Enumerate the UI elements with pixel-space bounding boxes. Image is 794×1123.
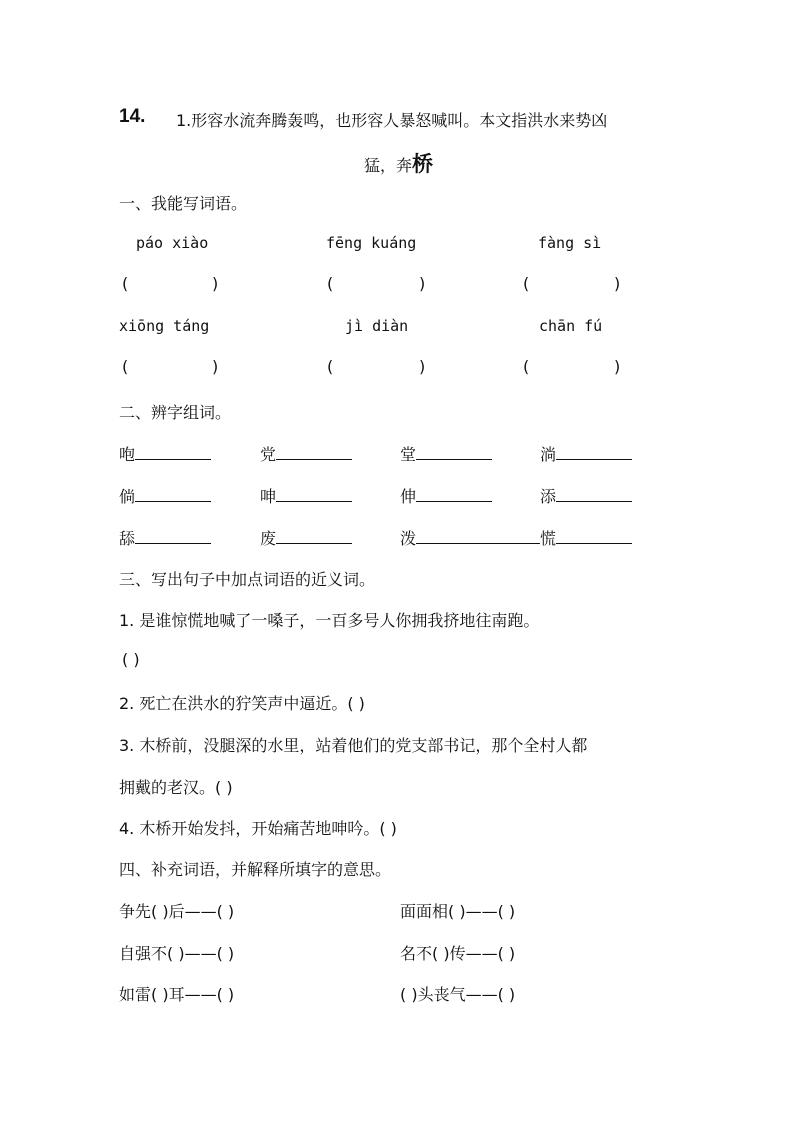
char-blank [540,442,632,465]
definition-line-2 [364,148,433,178]
char: 泼 [400,529,417,548]
char: 咆 [119,445,136,464]
definition-line-2-text: 猛，奔 [364,156,413,175]
question-3-line-1: 3. 木桥前，没腿深的水里，站着他们的党支部书记，那个全村人都 [119,736,588,755]
char: 呻 [260,487,277,506]
idiom-item: 面面相( )——( ) [400,902,516,921]
char-blank [119,484,211,507]
pinyin-3: fàng sì [538,234,602,252]
char: 淌 [540,445,557,464]
char: 废 [260,529,277,548]
pinyin-2: fēng kuáng [326,234,417,252]
answer-blank-open: ( [523,274,530,293]
char-blank [400,484,492,507]
answer-blank-close: ) [212,274,219,293]
answer-blank-open: ( [122,274,129,293]
answer-blank-close: ) [614,357,621,376]
question-number: 14. [119,106,146,127]
char: 堂 [400,445,417,464]
answer-blank-open: ( [523,357,530,376]
char-blank [260,526,352,549]
write-line[interactable] [556,528,632,544]
write-line[interactable] [556,486,632,502]
pinyin-4: xiōng táng [119,317,210,335]
section-2-heading: 二、辨字组词。 [119,403,232,422]
answer-blank-close: ) [419,357,426,376]
char: 倘 [119,487,136,506]
char: 舔 [119,529,136,548]
char-blank [540,484,632,507]
char: 党 [260,445,277,464]
lesson-title: 桥 [412,152,434,176]
pinyin-6: chān fú [539,317,603,335]
answer-blank-open: ( [327,274,334,293]
answer-blank-close: ) [212,357,219,376]
answer-blank-open: ( [122,357,129,376]
write-line[interactable] [416,444,492,460]
pinyin-5: jì diàn [345,317,409,335]
question-3-line-2: 拥戴的老汉。( ) [119,778,233,797]
write-line[interactable] [135,486,211,502]
write-line[interactable] [276,528,352,544]
char: 慌 [540,529,557,548]
char-blank [260,484,352,507]
section-1-heading: 一、我能写词语。 [119,194,248,213]
char: 伸 [400,487,417,506]
char-blank [119,442,211,465]
answer-blank-close: ) [419,274,426,293]
idiom-item: 自强不( )——( ) [119,944,235,963]
section-3-heading: 三、写出句子中加点词语的近义词。 [119,570,376,589]
char: 添 [540,487,557,506]
write-line[interactable] [135,444,211,460]
char-blank [260,442,352,465]
idiom-item: 争先( )后——( ) [119,902,235,921]
char-blank [400,442,492,465]
char-blank [540,526,632,549]
definition-line-1: 1.形容水流奔腾轰鸣，也形容人暴怒喊叫。本文指洪水来势凶 [176,111,608,130]
idiom-item: ( )头丧气——( ) [400,985,516,1004]
write-line[interactable] [276,444,352,460]
write-line[interactable] [135,528,211,544]
write-line[interactable] [556,444,632,460]
write-line[interactable] [416,528,540,544]
idiom-item: 如雷( )耳——( ) [119,985,235,1004]
char-blank [119,526,211,549]
question-1-blank: ( ) [122,650,140,669]
idiom-item: 名不( )传——( ) [400,944,516,963]
write-line[interactable] [416,486,492,502]
write-line[interactable] [276,486,352,502]
char-blank [400,526,540,549]
question-1: 1. 是谁惊慌地喊了一嗓子，一百多号人你拥我挤地往南跑。 [119,611,540,630]
question-4: 4. 木桥开始发抖，开始痛苦地呻吟。( ) [119,819,397,838]
question-2: 2. 死亡在洪水的狞笑声中逼近。( ) [119,694,365,713]
answer-blank-close: ) [614,274,621,293]
answer-blank-open: ( [327,357,334,376]
section-4-heading: 四、补充词语，并解释所填字的意思。 [119,860,392,879]
pinyin-1: páo xiào [136,234,209,252]
